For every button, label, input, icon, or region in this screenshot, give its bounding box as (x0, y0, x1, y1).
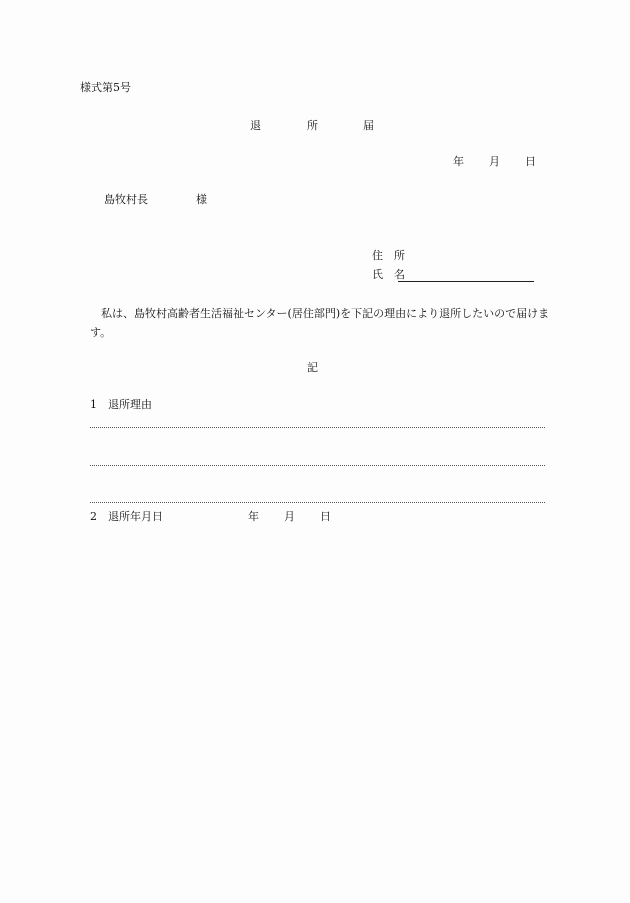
title-char-2: 所 (307, 119, 318, 132)
body-text: 私は、島牧村高齢者生活福祉センター(居住部門)を下記の理由により退所したいので届けます。 (90, 307, 550, 339)
reason-line-3 (90, 502, 545, 503)
departure-year: 年 (248, 510, 259, 523)
addressee-honorific: 様 (196, 193, 207, 206)
addressee-name: 島牧村長 (104, 193, 148, 206)
ki-heading: 記 (307, 361, 318, 374)
reason-label: 1 退所理由 (90, 398, 152, 411)
departure-date-label: 2 退所年月日 (90, 510, 163, 523)
title-char-3: 届 (363, 119, 374, 132)
name-label: 氏 名 (372, 268, 405, 281)
name-field-line (398, 281, 534, 282)
title-char-1: 退 (250, 119, 261, 132)
addressee (104, 193, 207, 207)
departure-day: 日 (320, 510, 331, 523)
reason-line-2 (90, 465, 545, 466)
departure-month: 月 (284, 510, 295, 523)
reason-line-1 (90, 427, 545, 428)
form-number: 様式第5号 (80, 81, 131, 94)
address-label: 住 所 (372, 249, 405, 262)
date-month: 月 (489, 155, 500, 168)
date-year: 年 (453, 155, 464, 168)
departure-date-row (90, 510, 331, 524)
date-day: 日 (525, 155, 536, 168)
